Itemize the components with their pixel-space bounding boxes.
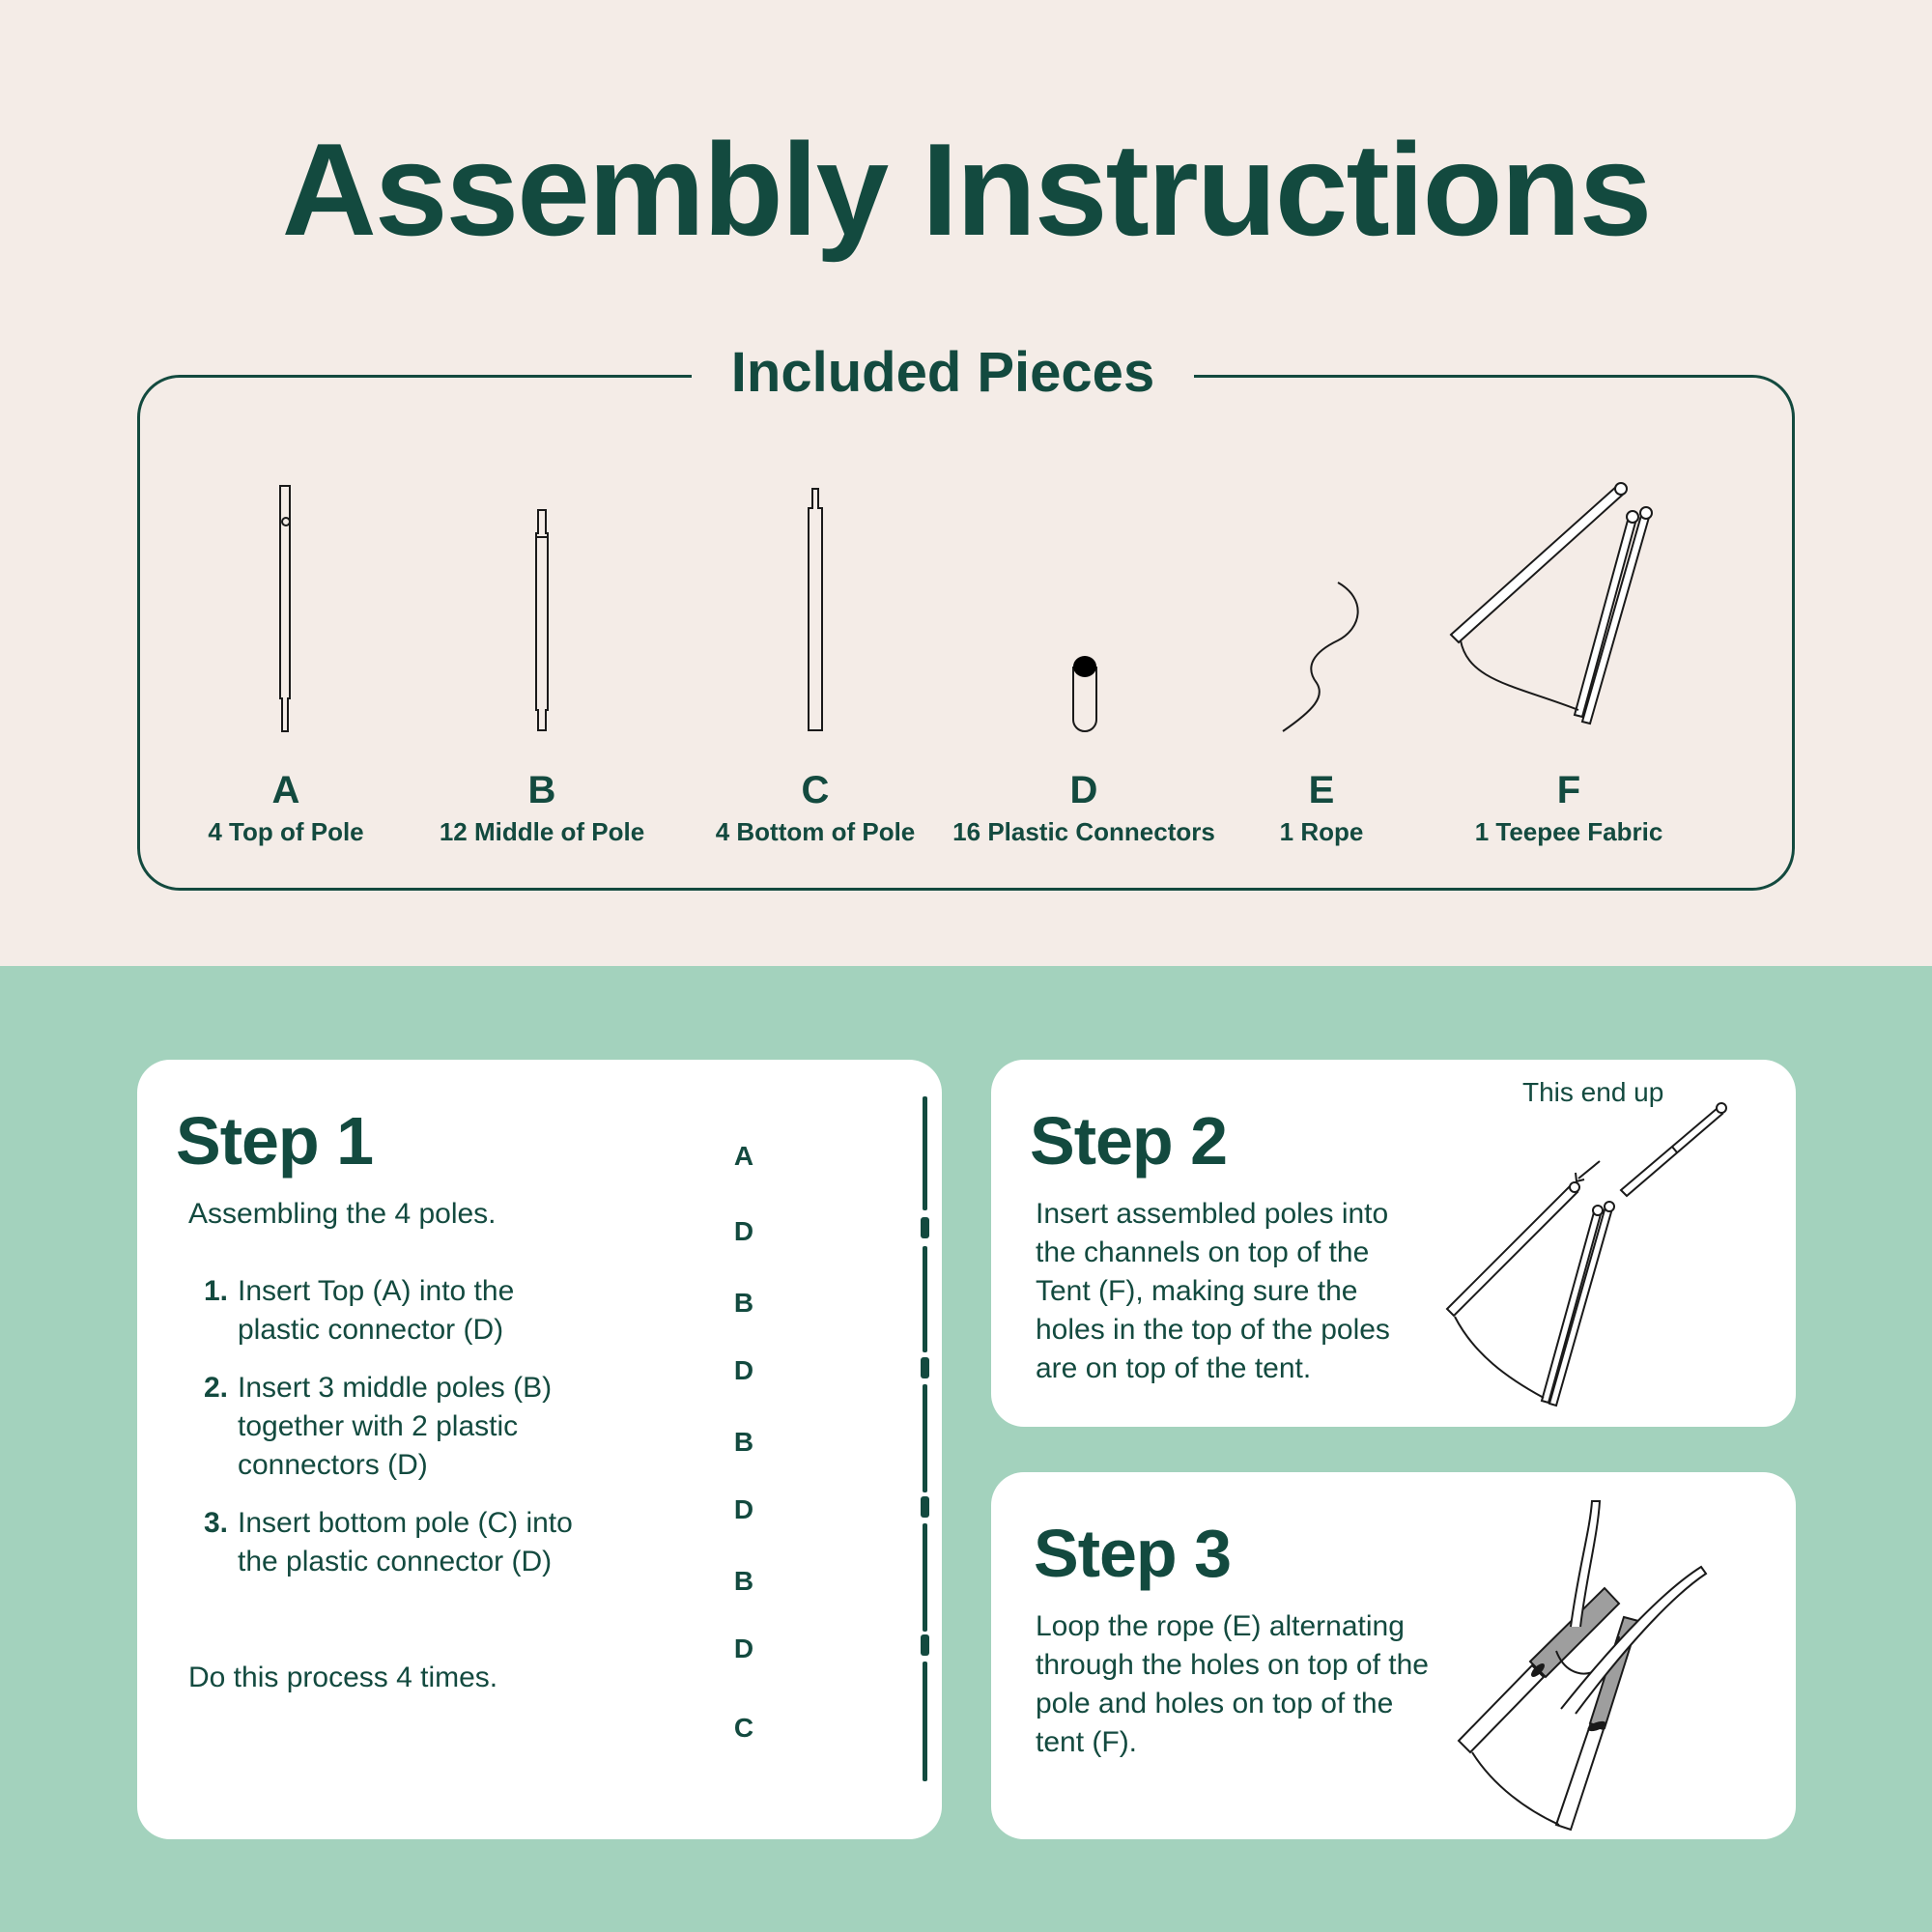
middle-pole-icon <box>527 502 556 734</box>
step3-card <box>991 1472 1796 1839</box>
piece-b <box>397 771 687 847</box>
list-number: 2. <box>203 1372 228 1404</box>
piece-name: 1 Rope <box>1279 817 1364 846</box>
step1-intro: Assembling the 4 poles. <box>188 1198 497 1230</box>
list-text: Insert bottom pole (C) into the plastic connector (D) <box>238 1507 573 1577</box>
piece-letter: C <box>801 769 830 811</box>
pole-label-a: A <box>733 1141 754 1171</box>
piece-c <box>670 771 960 847</box>
step3-text: Loop the rope (E) alternating through the holes on top of the pole and holes on top of the tent (F). <box>1036 1610 1429 1758</box>
piece-f <box>1424 771 1714 847</box>
piece-name: 4 Bottom of Pole <box>715 817 916 846</box>
rope-looping-diagram <box>1445 1482 1774 1834</box>
assembled-pole-diagram <box>916 1096 935 1782</box>
end-up-callout: This end up <box>1522 1077 1664 1107</box>
pole-label-b: B <box>733 1288 754 1318</box>
piece-name: 12 Middle of Pole <box>439 817 645 846</box>
list-item <box>195 1369 585 1485</box>
list-number: 1. <box>203 1275 228 1307</box>
piece-name: 4 Top of Pole <box>208 817 364 846</box>
piece-letter: D <box>1069 769 1098 811</box>
piece-name: 16 Plastic Connectors <box>952 817 1215 846</box>
step1-list <box>195 1272 585 1601</box>
step1-title: Step 1 <box>176 1103 374 1179</box>
piece-name: 1 Teepee Fabric <box>1474 817 1663 846</box>
step2-text: Insert assembled poles into the channels on top of the Tent (F), making sure the holes in the top of the poles are on top of the tent. <box>1036 1198 1390 1384</box>
included-pieces-heading: Included Pieces <box>692 340 1194 405</box>
piece-letter: F <box>1556 769 1581 811</box>
piece-letter: E <box>1308 769 1335 811</box>
connector-icon <box>1063 647 1107 736</box>
list-text: Insert 3 middle poles (B) together with 2 plastic connectors (D) <box>238 1372 553 1481</box>
teepee-fabric-icon <box>1449 478 1681 734</box>
list-item <box>195 1504 585 1581</box>
pole-label-b: B <box>733 1566 754 1596</box>
piece-letter: B <box>527 769 556 811</box>
pole-label-d: D <box>733 1216 754 1246</box>
list-item <box>195 1272 585 1350</box>
bottom-pole-icon <box>801 483 830 736</box>
piece-e <box>1177 771 1466 847</box>
pole-insertion-diagram <box>1435 1079 1764 1417</box>
pole-label-d: D <box>733 1494 754 1524</box>
pole-label-b: B <box>733 1427 754 1457</box>
rope-icon <box>1275 575 1372 739</box>
step2-title: Step 2 <box>1030 1103 1228 1179</box>
top-pole-icon <box>270 478 299 734</box>
step1-card <box>137 1060 942 1839</box>
step2-card <box>991 1060 1796 1427</box>
pole-label-c: C <box>733 1713 754 1743</box>
step1-outro: Do this process 4 times. <box>188 1662 498 1693</box>
list-number: 3. <box>203 1507 228 1539</box>
page-title: Assembly Instructions <box>281 116 1651 263</box>
pole-label-d: D <box>733 1355 754 1385</box>
step3-title: Step 3 <box>1034 1516 1232 1591</box>
pole-label-d: D <box>733 1634 754 1663</box>
list-text: Insert Top (A) into the plastic connector (D) <box>238 1275 515 1346</box>
piece-a <box>141 771 431 847</box>
piece-letter: A <box>271 769 300 811</box>
